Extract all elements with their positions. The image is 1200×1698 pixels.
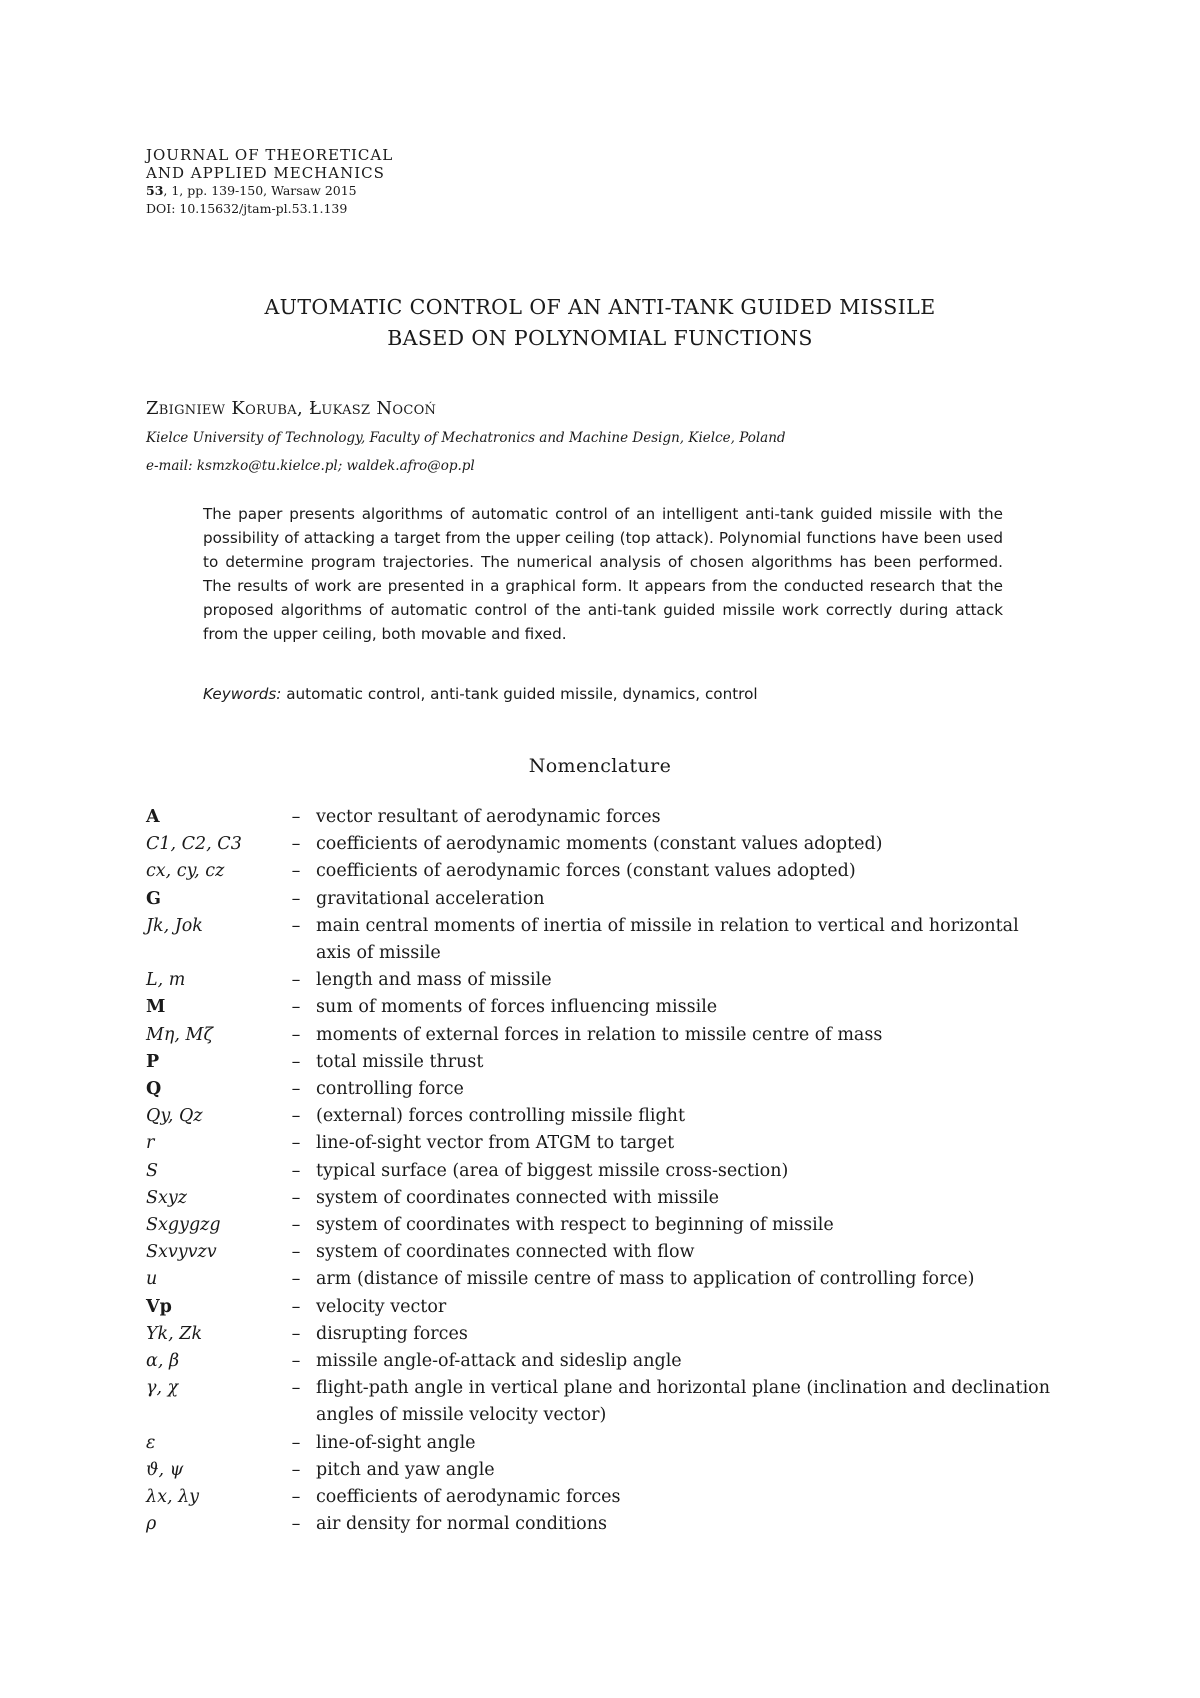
nomenclature-symbol: A xyxy=(146,807,160,827)
nomenclature-symbol: M xyxy=(146,997,166,1018)
nomenclature-row xyxy=(146,1294,1056,1321)
nomenclature-dash: – xyxy=(291,915,301,936)
nomenclature-symbol: P xyxy=(146,1051,160,1072)
nomenclature-symbol: λx, λy xyxy=(146,1487,200,1508)
nomenclature-row xyxy=(146,1511,1056,1538)
nomenclature-description: system of coordinates connected with flow xyxy=(316,1242,695,1263)
nomenclature-row xyxy=(146,994,1056,1021)
nomenclature-description: air density for normal conditions xyxy=(316,1514,607,1535)
nomenclature-row xyxy=(146,1375,1056,1429)
nomenclature-description: total missile thrust xyxy=(316,1051,484,1072)
nomenclature-description: length and mass of missile xyxy=(316,970,552,991)
nomenclature-symbol: cx, cy, cz xyxy=(146,861,225,882)
nomenclature-row xyxy=(146,1049,1056,1076)
nomenclature-dash: – xyxy=(291,970,301,991)
nomenclature-description: vector resultant of aerodynamic forces xyxy=(316,807,661,827)
nomenclature-row xyxy=(146,1022,1056,1049)
nomenclature-symbol: Qy, Qz xyxy=(146,1106,203,1127)
nomenclature-symbol: Mη, Mζ xyxy=(146,1024,213,1045)
journal-name-line-2: AND APPLIED MECHANICS xyxy=(146,164,385,182)
nomenclature-dash: – xyxy=(291,861,301,882)
nomenclature-description: line-of-sight vector from ATGM to target xyxy=(316,1133,675,1154)
nomenclature-row xyxy=(146,1266,1056,1293)
nomenclature-description: coefficients of aerodynamic moments (constant values adopted) xyxy=(316,834,883,855)
journal-doi: DOI: 10.15632/jtam-pl.53.1.139 xyxy=(146,201,348,216)
nomenclature-dash: – xyxy=(291,1106,301,1127)
nomenclature-symbol: Q xyxy=(146,1079,162,1100)
nomenclature-description: coefficients of aerodynamic forces (constant values adopted) xyxy=(316,861,856,882)
nomenclature-row xyxy=(146,1103,1056,1130)
journal-issue xyxy=(146,182,393,200)
nomenclature-symbol: Sxgygzg xyxy=(146,1215,221,1236)
nomenclature-description: arm (distance of missile centre of mass to application of controlling force) xyxy=(316,1269,975,1290)
nomenclature-description: pitch and yaw angle xyxy=(316,1459,495,1480)
nomenclature-dash: – xyxy=(291,1242,301,1263)
author-email: e-mail: ksmzko@tu.kielce.pl; waldek.afro@op.pl xyxy=(146,458,475,474)
nomenclature-dash: – xyxy=(291,1024,301,1045)
nomenclature-row xyxy=(146,1076,1056,1103)
nomenclature-description: system of coordinates connected with missile xyxy=(316,1187,719,1208)
nomenclature-description: line-of-sight angle xyxy=(316,1432,476,1453)
nomenclature-symbol: Yk, Zk xyxy=(146,1323,203,1344)
journal-name-line-1: JOURNAL OF THEORETICAL xyxy=(146,146,394,164)
nomenclature-dash: – xyxy=(291,1160,301,1181)
nomenclature-symbol: L, m xyxy=(146,970,186,991)
nomenclature-row xyxy=(146,1457,1056,1484)
nomenclature-dash: – xyxy=(291,1432,301,1453)
journal-issue-pages: , 1, pp. 139-150, Warsaw 2015 xyxy=(163,183,357,198)
nomenclature-description: sum of moments of forces influencing missile xyxy=(316,997,718,1018)
nomenclature-dash: – xyxy=(291,1378,301,1399)
nomenclature-row xyxy=(146,1185,1056,1212)
nomenclature-row xyxy=(146,1348,1056,1375)
nomenclature-description: gravitational acceleration xyxy=(316,888,545,909)
keywords-text: automatic control, anti-tank guided missile, dynamics, control xyxy=(281,685,758,703)
nomenclature-dash: – xyxy=(291,888,301,909)
paper-title xyxy=(146,292,1054,354)
nomenclature-description: missile angle-of-attack and sideslip angle xyxy=(316,1351,682,1372)
nomenclature-dash: – xyxy=(291,1514,301,1535)
nomenclature-dash: – xyxy=(291,1133,301,1154)
nomenclature-description: controlling force xyxy=(316,1079,464,1100)
nomenclature-dash: – xyxy=(291,1187,301,1208)
nomenclature-description: typical surface (area of biggest missile cross-section) xyxy=(316,1160,789,1181)
nomenclature-description: moments of external forces in relation to missile centre of mass xyxy=(316,1024,883,1045)
nomenclature-dash: – xyxy=(291,1296,301,1317)
author-affiliation: Kielce University of Technology, Faculty of Mechatronics and Machine Design, Kielce, Poland xyxy=(146,430,786,446)
nomenclature-row xyxy=(146,1158,1056,1185)
paper-title-line-2: BASED ON POLYNOMIAL FUNCTIONS xyxy=(387,326,813,350)
nomenclature-symbol: G xyxy=(146,888,161,909)
nomenclature-dash: – xyxy=(291,1051,301,1072)
nomenclature-symbol: ε xyxy=(146,1432,156,1453)
paper-title-line-1: AUTOMATIC CONTROL OF AN ANTI-TANK GUIDED MISSILE xyxy=(264,295,936,319)
journal-header xyxy=(146,146,393,218)
nomenclature-row xyxy=(146,1321,1056,1348)
nomenclature-description: (external) forces controlling missile flight xyxy=(316,1106,685,1127)
nomenclature-row xyxy=(146,1430,1056,1457)
nomenclature-symbol: r xyxy=(146,1133,155,1154)
paper-authors: Zbigniew Koruba, Łukasz Nocoń xyxy=(146,398,437,419)
nomenclature-dash: – xyxy=(291,1459,301,1480)
nomenclature-description: flight-path angle in vertical plane and horizontal plane (inclination and declination angles of missile velocity vector) xyxy=(316,1378,1050,1426)
nomenclature-dash: – xyxy=(291,1269,301,1290)
journal-volume: 53 xyxy=(146,183,164,198)
nomenclature-description: system of coordinates with respect to beginning of missile xyxy=(316,1215,834,1236)
nomenclature-row xyxy=(146,858,1056,885)
nomenclature-description: coefficients of aerodynamic forces xyxy=(316,1487,621,1508)
nomenclature-symbol: Sxyz xyxy=(146,1187,187,1208)
nomenclature-symbol: Jk, Jok xyxy=(146,915,203,936)
nomenclature-row xyxy=(146,831,1056,858)
nomenclature-symbol: α, β xyxy=(146,1351,180,1372)
nomenclature-row xyxy=(146,1239,1056,1266)
keywords xyxy=(203,685,1003,703)
nomenclature-row xyxy=(146,913,1056,967)
nomenclature-dash: – xyxy=(291,1487,301,1508)
nomenclature-description: velocity vector xyxy=(316,1296,447,1317)
nomenclature-description: main central moments of inertia of missile in relation to vertical and horizontal axis of missile xyxy=(316,915,1019,964)
nomenclature-symbol: ρ xyxy=(146,1514,157,1535)
nomenclature-row xyxy=(146,1212,1056,1239)
nomenclature-row xyxy=(146,1130,1056,1157)
abstract: The paper presents algorithms of automatic control of an intelligent anti-tank guided missile with the possibility of attacking a target from the upper ceiling (top attack). Polynomial functions have been used to determine program trajectories. The numerical analysis of chosen algorithms has been performed. The results of work are presented in a graphical form. It appears from the conducted research that the proposed algorithms of automatic control of the anti-tank guided missile work correctly during attack from the upper ceiling, both movable and fixed. xyxy=(203,505,1003,644)
nomenclature-symbol: u xyxy=(146,1269,158,1290)
keywords-label: Keywords: xyxy=(203,685,282,703)
nomenclature-symbol: ϑ, ψ xyxy=(146,1459,184,1480)
nomenclature-symbol: γ, χ xyxy=(146,1378,179,1399)
nomenclature-dash: – xyxy=(291,1323,301,1344)
nomenclature-row xyxy=(146,804,1056,831)
nomenclature-row xyxy=(146,886,1056,913)
nomenclature-dash: – xyxy=(291,1351,301,1372)
nomenclature-heading: Nomenclature xyxy=(528,755,672,777)
nomenclature-dash: – xyxy=(291,834,301,855)
nomenclature-list xyxy=(146,804,1056,1538)
nomenclature-dash: – xyxy=(291,1079,301,1100)
nomenclature-dash: – xyxy=(291,1215,301,1236)
nomenclature-dash: – xyxy=(291,997,301,1018)
nomenclature-symbol: S xyxy=(146,1160,158,1181)
nomenclature-symbol: Vp xyxy=(146,1296,172,1317)
nomenclature-row xyxy=(146,1484,1056,1511)
nomenclature-description: disrupting forces xyxy=(316,1323,468,1344)
nomenclature-symbol: C1, C2, C3 xyxy=(146,834,242,855)
nomenclature-symbol: Sxvyvzv xyxy=(146,1242,217,1263)
nomenclature-dash: – xyxy=(291,807,301,827)
nomenclature-row xyxy=(146,967,1056,994)
